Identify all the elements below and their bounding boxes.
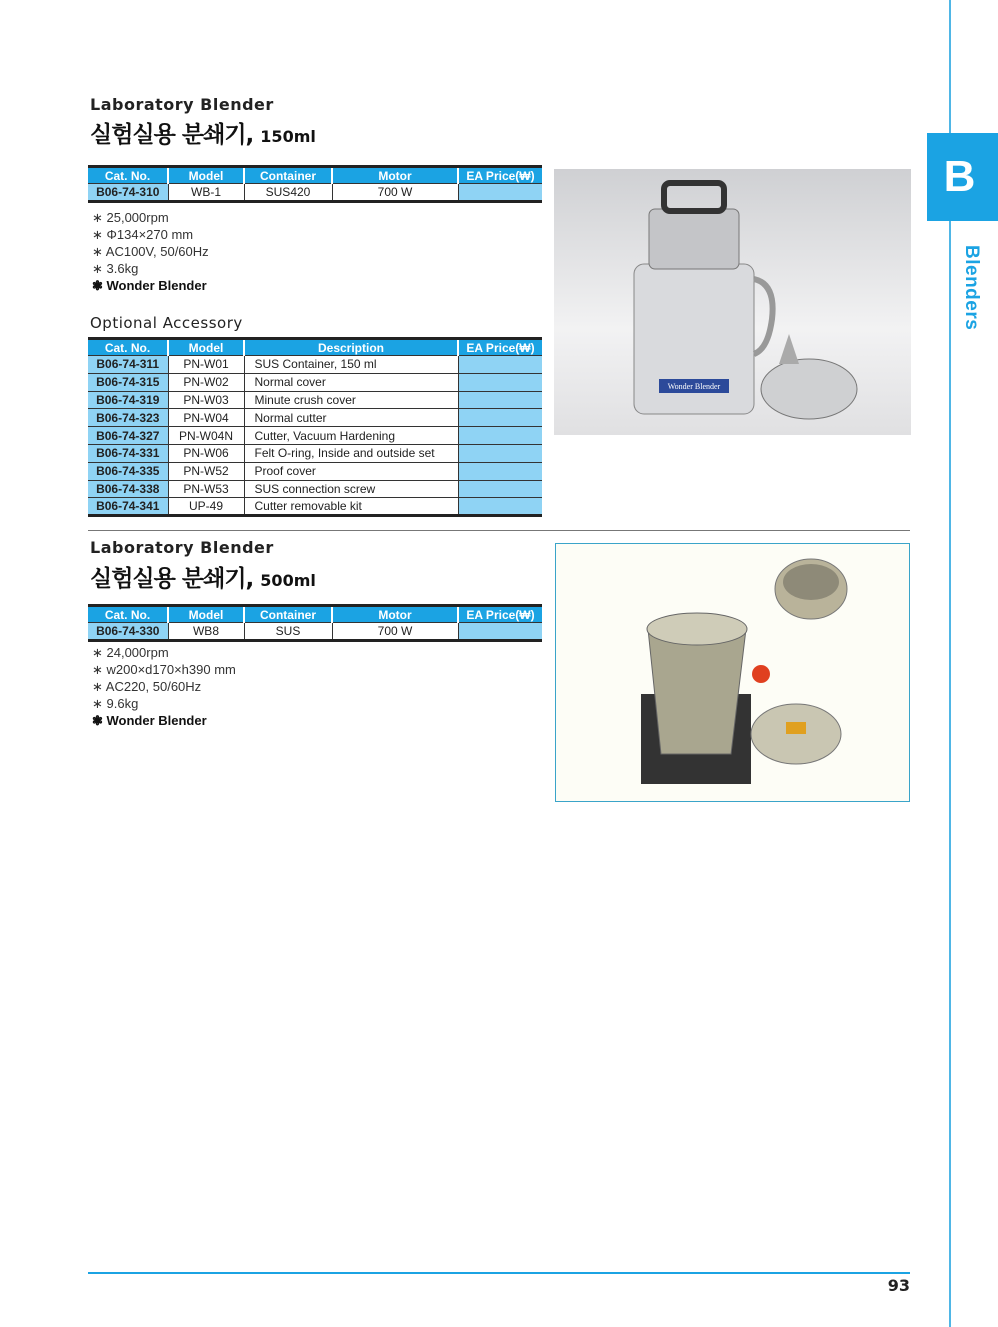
col-description: Description [244, 339, 458, 356]
description: Cutter removable kit [244, 498, 458, 516]
spec-item: ∗ 25,000rpm [92, 210, 169, 225]
section-tab[interactable]: B [927, 133, 998, 221]
table-row [88, 462, 542, 480]
blender-150ml-illustration [554, 169, 911, 435]
description: Proof cover [244, 462, 458, 480]
col-cat-no: Cat. No. [88, 167, 168, 184]
title-ko-text: 실험실용 분쇄기, [90, 122, 254, 148]
container: SUS420 [244, 184, 332, 202]
product1-specs [92, 209, 209, 294]
model: WB8 [168, 623, 244, 641]
col-container: Container [244, 606, 332, 623]
accessory-title: Optional Accessory [90, 314, 243, 332]
cat-no: B06-74-311 [88, 356, 168, 374]
col-model: Model [168, 167, 244, 184]
spec-item: ∗ Φ134×270 mm [92, 227, 194, 242]
container: SUS [244, 623, 332, 641]
spec-item: ∗ 24,000rpm [92, 645, 169, 660]
title-ko-text: 실험실용 분쇄기, [90, 566, 254, 592]
cat-no: B06-74-319 [88, 391, 168, 409]
model: PN-W06 [168, 444, 244, 462]
model: PN-W04 [168, 409, 244, 427]
price [458, 444, 542, 462]
volume: 500ml [260, 571, 316, 590]
price [458, 184, 542, 202]
product2-table [88, 604, 542, 642]
description: Felt O-ring, Inside and outside set [244, 444, 458, 462]
price [458, 391, 542, 409]
price [458, 480, 542, 498]
cat-no: B06-74-341 [88, 498, 168, 516]
price [458, 462, 542, 480]
model: PN-W02 [168, 373, 244, 391]
product2-specs [92, 644, 236, 729]
cat-no: B06-74-338 [88, 480, 168, 498]
model: PN-W03 [168, 391, 244, 409]
photo-label: Wonder Blender [667, 382, 721, 391]
page-number: 93 [887, 1276, 910, 1295]
description: Minute crush cover [244, 391, 458, 409]
table-row [88, 623, 542, 641]
price [458, 409, 542, 427]
table-row [88, 498, 542, 516]
col-motor: Motor [332, 167, 458, 184]
cat-no: B06-74-310 [88, 184, 168, 202]
motor: 700 W [332, 623, 458, 641]
col-container: Container [244, 167, 332, 184]
table-row [88, 444, 542, 462]
col-model: Model [168, 339, 244, 356]
table-row [88, 480, 542, 498]
model: PN-W01 [168, 356, 244, 374]
product2-title-en: Laboratory Blender [90, 538, 274, 557]
spec-item: ∗ 9.6kg [92, 696, 139, 711]
col-cat-no: Cat. No. [88, 606, 168, 623]
table-row [88, 356, 542, 374]
col-cat-no: Cat. No. [88, 339, 168, 356]
product2-photo [555, 543, 910, 802]
model: PN-W04N [168, 427, 244, 445]
product1-photo [554, 169, 911, 435]
table-row [88, 409, 542, 427]
motor: 700 W [332, 184, 458, 202]
model: UP-49 [168, 498, 244, 516]
model: WB-1 [168, 184, 244, 202]
table-row [88, 373, 542, 391]
description: Normal cover [244, 373, 458, 391]
spec-item: ∗ AC220, 50/60Hz [92, 679, 202, 694]
description: SUS connection screw [244, 480, 458, 498]
cat-no: B06-74-315 [88, 373, 168, 391]
description: Cutter, Vacuum Hardening [244, 427, 458, 445]
table-row [88, 184, 542, 202]
footer-rule [88, 1272, 910, 1274]
product1-title-en: Laboratory Blender [90, 95, 274, 114]
col-price: EA Price(₩) [458, 606, 542, 623]
spec-item: ∗ 3.6kg [92, 261, 139, 276]
description: Normal cutter [244, 409, 458, 427]
price [458, 373, 542, 391]
table-row [88, 391, 542, 409]
cat-no: B06-74-331 [88, 444, 168, 462]
volume: 150ml [260, 127, 316, 146]
product2-title-ko [90, 560, 316, 593]
table-row [88, 427, 542, 445]
brand: ❃ Wonder Blender [92, 278, 207, 293]
brand: ❃ Wonder Blender [92, 713, 207, 728]
col-price: EA Price(₩) [458, 339, 542, 356]
product1-title-ko [90, 116, 316, 149]
product1-table [88, 165, 542, 203]
model: PN-W53 [168, 480, 244, 498]
price [458, 356, 542, 374]
spec-item: ∗ AC100V, 50/60Hz [92, 244, 209, 259]
col-model: Model [168, 606, 244, 623]
spec-item: ∗ w200×d170×h390 mm [92, 662, 236, 677]
col-price: EA Price(₩) [458, 167, 542, 184]
model: PN-W52 [168, 462, 244, 480]
description: SUS Container, 150 ml [244, 356, 458, 374]
price [458, 623, 542, 641]
cat-no: B06-74-323 [88, 409, 168, 427]
section-label: Blenders [961, 245, 982, 331]
section-divider [88, 530, 910, 531]
cat-no: B06-74-330 [88, 623, 168, 641]
cat-no: B06-74-327 [88, 427, 168, 445]
accessory-table [88, 337, 542, 517]
price [458, 498, 542, 516]
price [458, 427, 542, 445]
cat-no: B06-74-335 [88, 462, 168, 480]
col-motor: Motor [332, 606, 458, 623]
blender-500ml-illustration [556, 544, 909, 801]
